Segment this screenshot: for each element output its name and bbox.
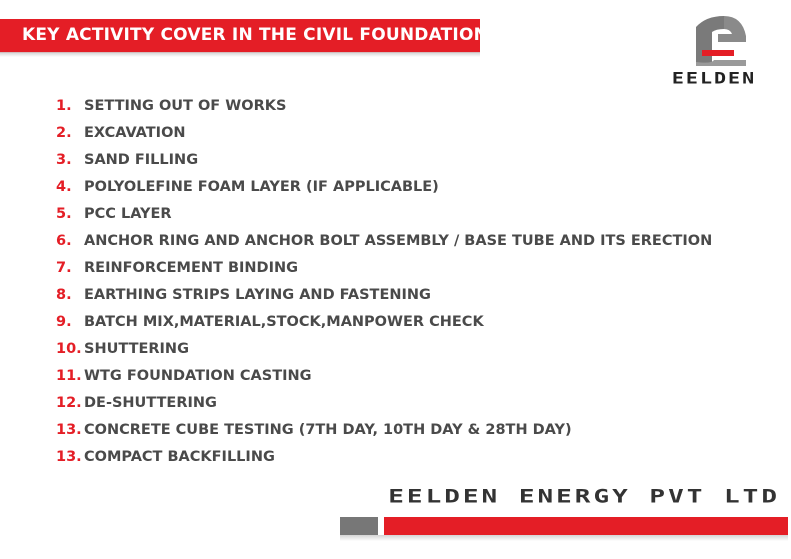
item-text: SHUTTERING <box>84 341 189 357</box>
item-number: 13. <box>56 422 82 438</box>
item-number: 8. <box>56 287 72 303</box>
item-text: SETTING OUT OF WORKS <box>84 98 287 114</box>
item-text: PCC LAYER <box>84 206 172 222</box>
item-text: POLYOLEFINE FOAM LAYER (IF APPLICABLE) <box>84 179 439 195</box>
item-number: 11. <box>56 368 82 384</box>
page-title: KEY ACTIVITY COVER IN THE CIVIL FOUNDATION <box>22 25 489 45</box>
item-text: EXCAVATION <box>84 125 186 141</box>
item-text: ANCHOR RING AND ANCHOR BOLT ASSEMBLY / BASE TUBE AND ITS ERECTION <box>84 233 713 249</box>
item-text: EARTHING STRIPS LAYING AND FASTENING <box>84 287 431 303</box>
company-name: EELDEN ENERGY PVT LTD <box>388 486 780 508</box>
item-number: 13. <box>56 449 82 465</box>
logo-wordmark: EELDEN <box>671 68 757 88</box>
item-number: 3. <box>56 152 72 168</box>
item-number: 9. <box>56 314 72 330</box>
item-text: COMPACT BACKFILLING <box>84 449 275 465</box>
footer-bar-red <box>384 517 788 535</box>
item-number: 4. <box>56 179 72 195</box>
item-number: 6. <box>56 233 72 249</box>
item-text: BATCH MIX,MATERIAL,STOCK,MANPOWER CHECK <box>84 314 484 330</box>
item-number: 7. <box>56 260 72 276</box>
footer-bar-shadow <box>340 535 788 541</box>
item-number: 1. <box>56 98 72 114</box>
item-number: 5. <box>56 206 72 222</box>
item-text: WTG FOUNDATION CASTING <box>84 368 312 384</box>
item-text: REINFORCEMENT BINDING <box>84 260 299 276</box>
banner-shadow <box>0 52 480 57</box>
item-number: 10. <box>56 341 82 357</box>
item-text: CONCRETE CUBE TESTING (7TH DAY, 10TH DAY & 28TH DAY) <box>84 422 572 438</box>
item-text: SAND FILLING <box>84 152 199 168</box>
item-text: DE-SHUTTERING <box>84 395 217 411</box>
item-number: 12. <box>56 395 82 411</box>
footer-bar-grey <box>340 517 378 535</box>
item-number: 2. <box>56 125 72 141</box>
